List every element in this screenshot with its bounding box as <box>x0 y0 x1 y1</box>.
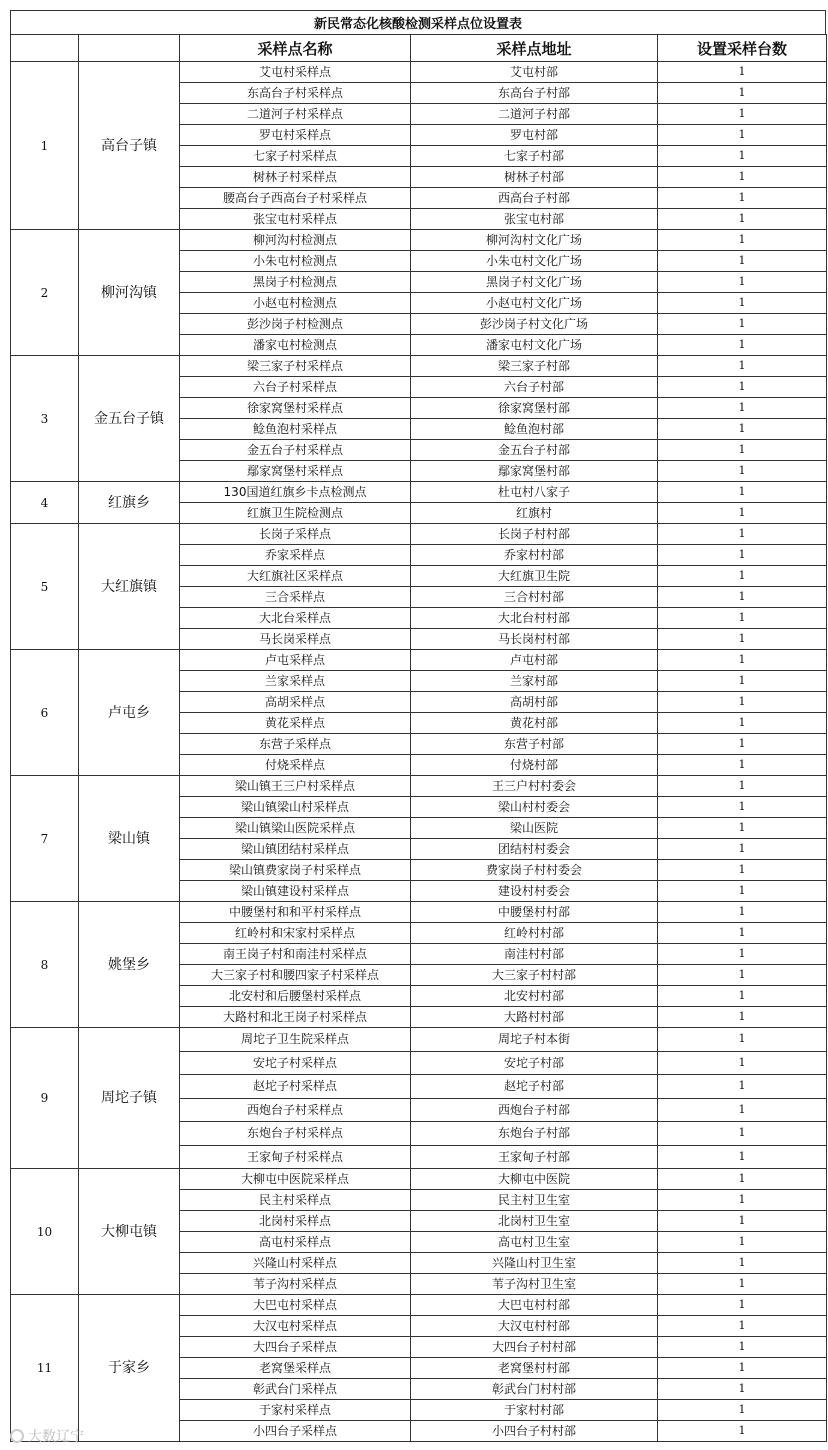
group-town: 大柳屯镇 <box>79 1169 180 1295</box>
station-count-cell: 1 <box>658 1169 827 1190</box>
point-address-cell: 卢屯村部 <box>411 650 658 671</box>
station-count-cell: 1 <box>658 188 827 209</box>
station-count-cell: 1 <box>658 755 827 776</box>
point-name-cell: 鲶鱼泡村采样点 <box>180 419 411 440</box>
table-row <box>11 62 827 83</box>
point-address-cell: 彰武台门村村部 <box>411 1379 658 1400</box>
station-count-cell: 1 <box>658 125 827 146</box>
group-index: 8 <box>11 902 79 1028</box>
point-address-cell: 二道河子村部 <box>411 104 658 125</box>
station-count-cell: 1 <box>658 1122 827 1146</box>
station-count-cell: 1 <box>658 1316 827 1337</box>
header-count: 设置采样台数 <box>658 35 827 62</box>
point-name-cell: 王家甸子村采样点 <box>180 1145 411 1169</box>
point-name-cell: 130国道红旗乡卡点检测点 <box>180 482 411 503</box>
point-name-cell: 大红旗社区采样点 <box>180 566 411 587</box>
station-count-cell: 1 <box>658 1358 827 1379</box>
point-address-cell: 红旗村 <box>411 503 658 524</box>
station-count-cell: 1 <box>658 377 827 398</box>
station-count-cell: 1 <box>658 734 827 755</box>
point-name-cell: 黑岗子村检测点 <box>180 272 411 293</box>
point-address-cell: 小赵屯村文化广场 <box>411 293 658 314</box>
station-count-cell: 1 <box>658 1295 827 1316</box>
point-name-cell: 红旗卫生院检测点 <box>180 503 411 524</box>
point-address-cell: 小四台子村村部 <box>411 1421 658 1442</box>
station-count-cell: 1 <box>658 62 827 83</box>
point-name-cell: 卢屯采样点 <box>180 650 411 671</box>
station-count-cell: 1 <box>658 335 827 356</box>
group-town: 于家乡 <box>79 1295 180 1442</box>
point-address-cell: 付烧村部 <box>411 755 658 776</box>
point-name-cell: 彰武台门采样点 <box>180 1379 411 1400</box>
point-address-cell: 鄢家窝堡村部 <box>411 461 658 482</box>
watermark-text: 大数辽宁 <box>28 1429 84 1445</box>
point-address-cell: 南洼村村部 <box>411 944 658 965</box>
point-address-cell: 七家子村部 <box>411 146 658 167</box>
point-name-cell: 七家子村采样点 <box>180 146 411 167</box>
station-count-cell: 1 <box>658 1232 827 1253</box>
point-address-cell: 杜屯村八家子 <box>411 482 658 503</box>
station-count-cell: 1 <box>658 293 827 314</box>
group-index: 9 <box>11 1028 79 1169</box>
point-name-cell: 鄢家窝堡村采样点 <box>180 461 411 482</box>
station-count-cell: 1 <box>658 461 827 482</box>
point-name-cell: 大汉屯村采样点 <box>180 1316 411 1337</box>
station-count-cell: 1 <box>658 1075 827 1099</box>
table-row <box>11 524 827 545</box>
point-name-cell: 北安村和后腰堡村采样点 <box>180 986 411 1007</box>
station-count-cell: 1 <box>658 482 827 503</box>
point-name-cell: 大巴屯村采样点 <box>180 1295 411 1316</box>
point-address-cell: 于家村村部 <box>411 1400 658 1421</box>
point-name-cell: 兴隆山村采样点 <box>180 1253 411 1274</box>
group-town: 柳河沟镇 <box>79 230 180 356</box>
station-count-cell: 1 <box>658 545 827 566</box>
document-page <box>10 10 826 1442</box>
station-count-cell: 1 <box>658 818 827 839</box>
group-town: 卢屯乡 <box>79 650 180 776</box>
point-name-cell: 付烧采样点 <box>180 755 411 776</box>
table-row <box>11 356 827 377</box>
group-town: 周坨子镇 <box>79 1028 180 1169</box>
point-address-cell: 树林子村部 <box>411 167 658 188</box>
station-count-cell: 1 <box>658 713 827 734</box>
station-count-cell: 1 <box>658 230 827 251</box>
point-address-cell: 中腰堡村村部 <box>411 902 658 923</box>
station-count-cell: 1 <box>658 398 827 419</box>
group-index: 4 <box>11 482 79 524</box>
point-name-cell: 赵坨子村采样点 <box>180 1075 411 1099</box>
point-name-cell: 张宝屯村采样点 <box>180 209 411 230</box>
station-count-cell: 1 <box>658 650 827 671</box>
group-index: 10 <box>11 1169 79 1295</box>
station-count-cell: 1 <box>658 944 827 965</box>
point-name-cell: 大路村和北王岗子村采样点 <box>180 1007 411 1028</box>
point-name-cell: 乔家采样点 <box>180 545 411 566</box>
station-count-cell: 1 <box>658 1028 827 1052</box>
station-count-cell: 1 <box>658 671 827 692</box>
point-address-cell: 徐家窝堡村部 <box>411 398 658 419</box>
station-count-cell: 1 <box>658 1337 827 1358</box>
point-name-cell: 长岗子采样点 <box>180 524 411 545</box>
point-address-cell: 黄花村部 <box>411 713 658 734</box>
point-name-cell: 柳河沟村检测点 <box>180 230 411 251</box>
point-name-cell: 梁山镇梁山村采样点 <box>180 797 411 818</box>
group-town: 姚堡乡 <box>79 902 180 1028</box>
point-address-cell: 梁山医院 <box>411 818 658 839</box>
point-name-cell: 高胡采样点 <box>180 692 411 713</box>
station-count-cell: 1 <box>658 1274 827 1295</box>
station-count-cell: 1 <box>658 1145 827 1169</box>
point-address-cell: 民主村卫生室 <box>411 1190 658 1211</box>
point-address-cell: 艾屯村部 <box>411 62 658 83</box>
station-count-cell: 1 <box>658 167 827 188</box>
point-name-cell: 老窝堡采样点 <box>180 1358 411 1379</box>
point-name-cell: 树林子村采样点 <box>180 167 411 188</box>
point-address-cell: 大巴屯村村部 <box>411 1295 658 1316</box>
table-row <box>11 776 827 797</box>
point-address-cell: 大柳屯中医院 <box>411 1169 658 1190</box>
point-address-cell: 三合村村部 <box>411 587 658 608</box>
point-name-cell: 民主村采样点 <box>180 1190 411 1211</box>
point-name-cell: 梁山镇梁山医院采样点 <box>180 818 411 839</box>
point-address-cell: 大三家子村村部 <box>411 965 658 986</box>
point-name-cell: 梁三家子村采样点 <box>180 356 411 377</box>
station-count-cell: 1 <box>658 1098 827 1122</box>
sampling-points-table <box>10 34 827 1442</box>
station-count-cell: 1 <box>658 1211 827 1232</box>
group-index: 3 <box>11 356 79 482</box>
group-town: 高台子镇 <box>79 62 180 230</box>
station-count-cell: 1 <box>658 146 827 167</box>
point-address-cell: 西炮台子村部 <box>411 1098 658 1122</box>
station-count-cell: 1 <box>658 251 827 272</box>
station-count-cell: 1 <box>658 524 827 545</box>
point-name-cell: 北岗村采样点 <box>180 1211 411 1232</box>
table-row <box>11 1295 827 1316</box>
point-address-cell: 潘家屯村文化广场 <box>411 335 658 356</box>
point-address-cell: 北岗村卫生室 <box>411 1211 658 1232</box>
point-address-cell: 大四台子村村部 <box>411 1337 658 1358</box>
station-count-cell: 1 <box>658 860 827 881</box>
station-count-cell: 1 <box>658 776 827 797</box>
group-town: 梁山镇 <box>79 776 180 902</box>
point-name-cell: 中腰堡村和和平村采样点 <box>180 902 411 923</box>
point-name-cell: 大四台子采样点 <box>180 1337 411 1358</box>
watermark <box>10 1426 84 1446</box>
table-row <box>11 650 827 671</box>
point-name-cell: 彭沙岗子村检测点 <box>180 314 411 335</box>
station-count-cell: 1 <box>658 83 827 104</box>
point-name-cell: 梁山镇王三户村采样点 <box>180 776 411 797</box>
station-count-cell: 1 <box>658 440 827 461</box>
station-count-cell: 1 <box>658 1051 827 1075</box>
header-town <box>79 35 180 62</box>
point-address-cell: 彭沙岗子村文化广场 <box>411 314 658 335</box>
point-name-cell: 兰家采样点 <box>180 671 411 692</box>
station-count-cell: 1 <box>658 104 827 125</box>
point-address-cell: 兰家村部 <box>411 671 658 692</box>
point-name-cell: 腰高台子西高台子村采样点 <box>180 188 411 209</box>
point-address-cell: 黑岗子村文化广场 <box>411 272 658 293</box>
point-name-cell: 大柳屯中医院采样点 <box>180 1169 411 1190</box>
station-count-cell: 1 <box>658 566 827 587</box>
point-address-cell: 六台子村部 <box>411 377 658 398</box>
point-address-cell: 北安村村部 <box>411 986 658 1007</box>
point-address-cell: 东高台子村部 <box>411 83 658 104</box>
point-address-cell: 王家甸子村部 <box>411 1145 658 1169</box>
point-address-cell: 兴隆山村卫生室 <box>411 1253 658 1274</box>
point-name-cell: 小朱屯村检测点 <box>180 251 411 272</box>
point-name-cell: 马长岗采样点 <box>180 629 411 650</box>
point-name-cell: 于家村采样点 <box>180 1400 411 1421</box>
table-row <box>11 482 827 503</box>
point-name-cell: 二道河子村采样点 <box>180 104 411 125</box>
station-count-cell: 1 <box>658 1421 827 1442</box>
point-address-cell: 苇子沟村卫生室 <box>411 1274 658 1295</box>
point-name-cell: 东营子采样点 <box>180 734 411 755</box>
point-name-cell: 徐家窝堡村采样点 <box>180 398 411 419</box>
point-name-cell: 黄花采样点 <box>180 713 411 734</box>
group-town: 大红旗镇 <box>79 524 180 650</box>
point-address-cell: 大路村村部 <box>411 1007 658 1028</box>
group-index: 11 <box>11 1295 79 1442</box>
point-name-cell: 小赵屯村检测点 <box>180 293 411 314</box>
station-count-cell: 1 <box>658 692 827 713</box>
station-count-cell: 1 <box>658 587 827 608</box>
station-count-cell: 1 <box>658 629 827 650</box>
point-address-cell: 东营子村部 <box>411 734 658 755</box>
point-address-cell: 老窝堡村村部 <box>411 1358 658 1379</box>
station-count-cell: 1 <box>658 1379 827 1400</box>
station-count-cell: 1 <box>658 503 827 524</box>
point-name-cell: 高屯村采样点 <box>180 1232 411 1253</box>
header-index <box>11 35 79 62</box>
group-index: 2 <box>11 230 79 356</box>
point-address-cell: 大汉屯村村部 <box>411 1316 658 1337</box>
point-name-cell: 潘家屯村检测点 <box>180 335 411 356</box>
point-address-cell: 罗屯村部 <box>411 125 658 146</box>
point-name-cell: 苇子沟村采样点 <box>180 1274 411 1295</box>
table-header-row <box>11 35 827 62</box>
point-address-cell: 梁三家子村部 <box>411 356 658 377</box>
point-address-cell: 鲶鱼泡村部 <box>411 419 658 440</box>
point-name-cell: 小四台子采样点 <box>180 1421 411 1442</box>
point-name-cell: 南王岗子村和南洼村采样点 <box>180 944 411 965</box>
point-address-cell: 团结村村委会 <box>411 839 658 860</box>
group-index: 5 <box>11 524 79 650</box>
station-count-cell: 1 <box>658 839 827 860</box>
group-index: 6 <box>11 650 79 776</box>
station-count-cell: 1 <box>658 986 827 1007</box>
point-address-cell: 高胡村部 <box>411 692 658 713</box>
station-count-cell: 1 <box>658 608 827 629</box>
point-address-cell: 赵坨子村部 <box>411 1075 658 1099</box>
point-address-cell: 建设村村委会 <box>411 881 658 902</box>
point-name-cell: 梁山镇费家岗子村采样点 <box>180 860 411 881</box>
point-address-cell: 东炮台子村部 <box>411 1122 658 1146</box>
point-name-cell: 罗屯村采样点 <box>180 125 411 146</box>
point-address-cell: 周坨子村本街 <box>411 1028 658 1052</box>
point-address-cell: 柳河沟村文化广场 <box>411 230 658 251</box>
group-town: 金五台子镇 <box>79 356 180 482</box>
point-name-cell: 东高台子村采样点 <box>180 83 411 104</box>
point-name-cell: 梁山镇建设村采样点 <box>180 881 411 902</box>
station-count-cell: 1 <box>658 923 827 944</box>
point-address-cell: 费家岗子村村委会 <box>411 860 658 881</box>
point-address-cell: 张宝屯村部 <box>411 209 658 230</box>
table-title: 新民常态化核酸检测采样点位设置表 <box>10 10 826 34</box>
header-name: 采样点名称 <box>180 35 411 62</box>
point-name-cell: 大三家子村和腰四家子村采样点 <box>180 965 411 986</box>
point-address-cell: 西高台子村部 <box>411 188 658 209</box>
station-count-cell: 1 <box>658 209 827 230</box>
point-address-cell: 乔家村村部 <box>411 545 658 566</box>
point-name-cell: 周坨子卫生院采样点 <box>180 1028 411 1052</box>
table-row <box>11 1028 827 1052</box>
point-name-cell: 艾屯村采样点 <box>180 62 411 83</box>
station-count-cell: 1 <box>658 314 827 335</box>
station-count-cell: 1 <box>658 1190 827 1211</box>
point-address-cell: 大北台村村部 <box>411 608 658 629</box>
station-count-cell: 1 <box>658 1253 827 1274</box>
point-name-cell: 东炮台子村采样点 <box>180 1122 411 1146</box>
point-address-cell: 大红旗卫生院 <box>411 566 658 587</box>
station-count-cell: 1 <box>658 419 827 440</box>
point-name-cell: 金五台子村采样点 <box>180 440 411 461</box>
point-address-cell: 马长岗村村部 <box>411 629 658 650</box>
point-address-cell: 金五台子村部 <box>411 440 658 461</box>
point-name-cell: 六台子村采样点 <box>180 377 411 398</box>
point-address-cell: 王三户村村委会 <box>411 776 658 797</box>
table-row <box>11 230 827 251</box>
station-count-cell: 1 <box>658 1400 827 1421</box>
point-address-cell: 安坨子村部 <box>411 1051 658 1075</box>
station-count-cell: 1 <box>658 272 827 293</box>
point-name-cell: 三合采样点 <box>180 587 411 608</box>
point-name-cell: 大北台采样点 <box>180 608 411 629</box>
group-index: 1 <box>11 62 79 230</box>
table-body <box>11 62 827 1442</box>
station-count-cell: 1 <box>658 1007 827 1028</box>
point-address-cell: 长岗子村村部 <box>411 524 658 545</box>
group-index: 7 <box>11 776 79 902</box>
point-address-cell: 高屯村卫生室 <box>411 1232 658 1253</box>
station-count-cell: 1 <box>658 881 827 902</box>
station-count-cell: 1 <box>658 902 827 923</box>
table-row <box>11 1169 827 1190</box>
group-town: 红旗乡 <box>79 482 180 524</box>
point-address-cell: 小朱屯村文化广场 <box>411 251 658 272</box>
point-name-cell: 梁山镇团结村采样点 <box>180 839 411 860</box>
table-row <box>11 902 827 923</box>
station-count-cell: 1 <box>658 797 827 818</box>
point-address-cell: 红岭村村部 <box>411 923 658 944</box>
point-name-cell: 红岭村和宋家村采样点 <box>180 923 411 944</box>
point-name-cell: 西炮台子村采样点 <box>180 1098 411 1122</box>
point-name-cell: 安坨子村采样点 <box>180 1051 411 1075</box>
point-address-cell: 梁山村村委会 <box>411 797 658 818</box>
station-count-cell: 1 <box>658 965 827 986</box>
header-address: 采样点地址 <box>411 35 658 62</box>
station-count-cell: 1 <box>658 356 827 377</box>
watermark-logo-icon <box>10 1429 24 1443</box>
